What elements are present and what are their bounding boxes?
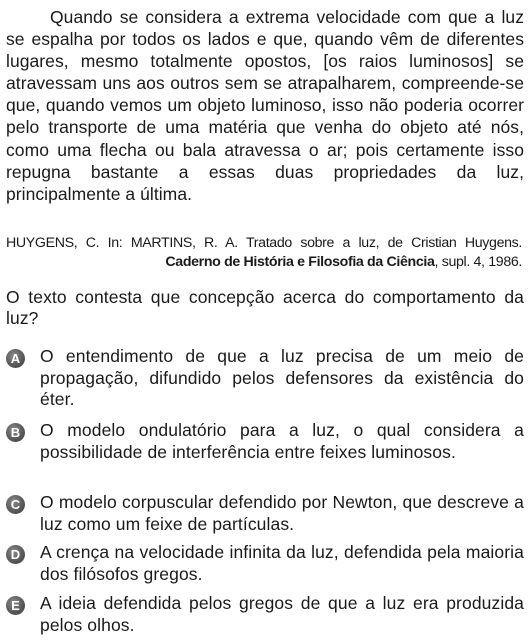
citation-line-2: [6, 253, 522, 272]
passage-text: Quando se considera a extrema velocidade com que a luz se espalha por todos os lados e que, quando vêm de diferentes lugares, mesmo totalmente opostos, [os raios luminosos] se atravessam uns aos outros sem se atrapalharem, compreende-se que, quando vemos um objeto luminoso, isso não poderia ocorrer pelo transporte de uma matéria que venha do objeto até nós, como uma flecha ou bala atravessa o ar; pois certamente isso repugna bastante a essas duas propriedades da luz, principalmente a última.: [6, 7, 524, 204]
citation-line-1: HUYGENS, C. In: MARTINS, R. A. Tratado sobre a luz, de Cristian Huygens.: [6, 235, 522, 251]
question-stem: O texto contesta que concepção acerca do comportamento da luz?: [6, 287, 524, 328]
option-e-text: A ideia defendida pelos gregos de que a luz era produzida pelos olhos.: [40, 593, 524, 635]
citation-journal: Caderno de História e Filosofia da Ciência: [165, 254, 435, 270]
option-a-text: O entendimento de que a luz precisa de um meio de propagação, difundido pelos defensores da existência do éter.: [40, 346, 524, 409]
option-letter-c-badge: C: [6, 495, 25, 514]
option-letter-d-badge: D: [6, 545, 25, 564]
source-citation: [6, 234, 522, 272]
option-letter-a-badge: A: [6, 349, 25, 368]
option-d-text: A crença na velocidade infinita da luz, defendida pela maioria dos filósofos gregos.: [40, 542, 524, 584]
option-letter-e-badge: E: [6, 596, 25, 615]
citation-suffix: , supl. 4, 1986.: [434, 254, 522, 270]
option-b-text: O modelo ondulatório para a luz, o qual considera a possibilidade de interferência entre feixes luminosos.: [40, 420, 524, 462]
option-c-text: O modelo corpuscular defendido por Newton, que descreve a luz como um feixe de partículas.: [40, 492, 524, 534]
option-letter-b-badge: B: [6, 423, 25, 442]
